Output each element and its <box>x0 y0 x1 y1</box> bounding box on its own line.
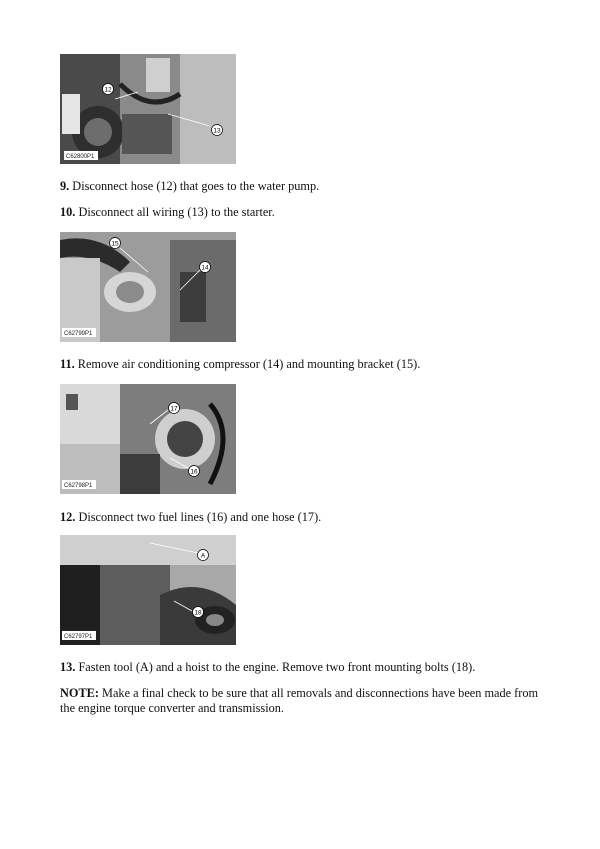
figure-code: C62799P1 <box>64 331 93 337</box>
step-text: Fasten tool (A) and a hoist to the engine. Remove two front mounting bolts (18). <box>75 660 476 674</box>
callout-label: 14 <box>201 264 209 272</box>
figure-photo-1 <box>60 54 236 164</box>
callout-label: 12 <box>104 86 112 94</box>
callout-label: 18 <box>194 609 202 617</box>
step-text: Disconnect hose (12) that goes to the water pump. <box>69 179 320 193</box>
callout-label: 16 <box>190 468 198 476</box>
step-11 <box>60 357 540 372</box>
note-paragraph <box>60 686 540 716</box>
figure-code: C62797P1 <box>64 634 93 640</box>
figure-code: C62798P1 <box>64 483 93 489</box>
callout-label: 13 <box>213 127 221 135</box>
note-text: Make a final check to be sure that all removals and disconnections have been made from the engine torque converter and transmission. <box>60 686 539 715</box>
callout-label: 15 <box>111 240 119 248</box>
step-number: 9. <box>60 179 70 193</box>
step-text: Remove air conditioning compressor (14) and mounting bracket (15). <box>74 357 421 371</box>
figure-code: C62800P1 <box>66 154 95 160</box>
step-10 <box>60 205 540 220</box>
figure-photo-2 <box>60 232 236 342</box>
engine-photo-water-pump-hose <box>60 54 236 164</box>
step-number: 12. <box>60 510 76 524</box>
step-number: 11. <box>60 357 75 371</box>
step-9 <box>60 179 540 194</box>
step-number: 13. <box>60 660 76 674</box>
figure-photo-4 <box>60 535 236 645</box>
engine-photo-starter-compressor <box>60 232 236 342</box>
step-text: Disconnect two fuel lines (16) and one hose (17). <box>75 510 322 524</box>
step-number: 10. <box>60 205 76 219</box>
figure-photo-3 <box>60 384 236 494</box>
engine-photo-fuel-lines <box>60 384 236 494</box>
step-12 <box>60 510 540 525</box>
engine-photo-mounting-bolts <box>60 535 236 645</box>
step-13 <box>60 660 540 675</box>
step-text: Disconnect all wiring (13) to the starter. <box>75 205 275 219</box>
callout-label: 17 <box>170 405 178 413</box>
callout-label: A <box>200 552 206 560</box>
note-label: NOTE: <box>60 686 99 700</box>
